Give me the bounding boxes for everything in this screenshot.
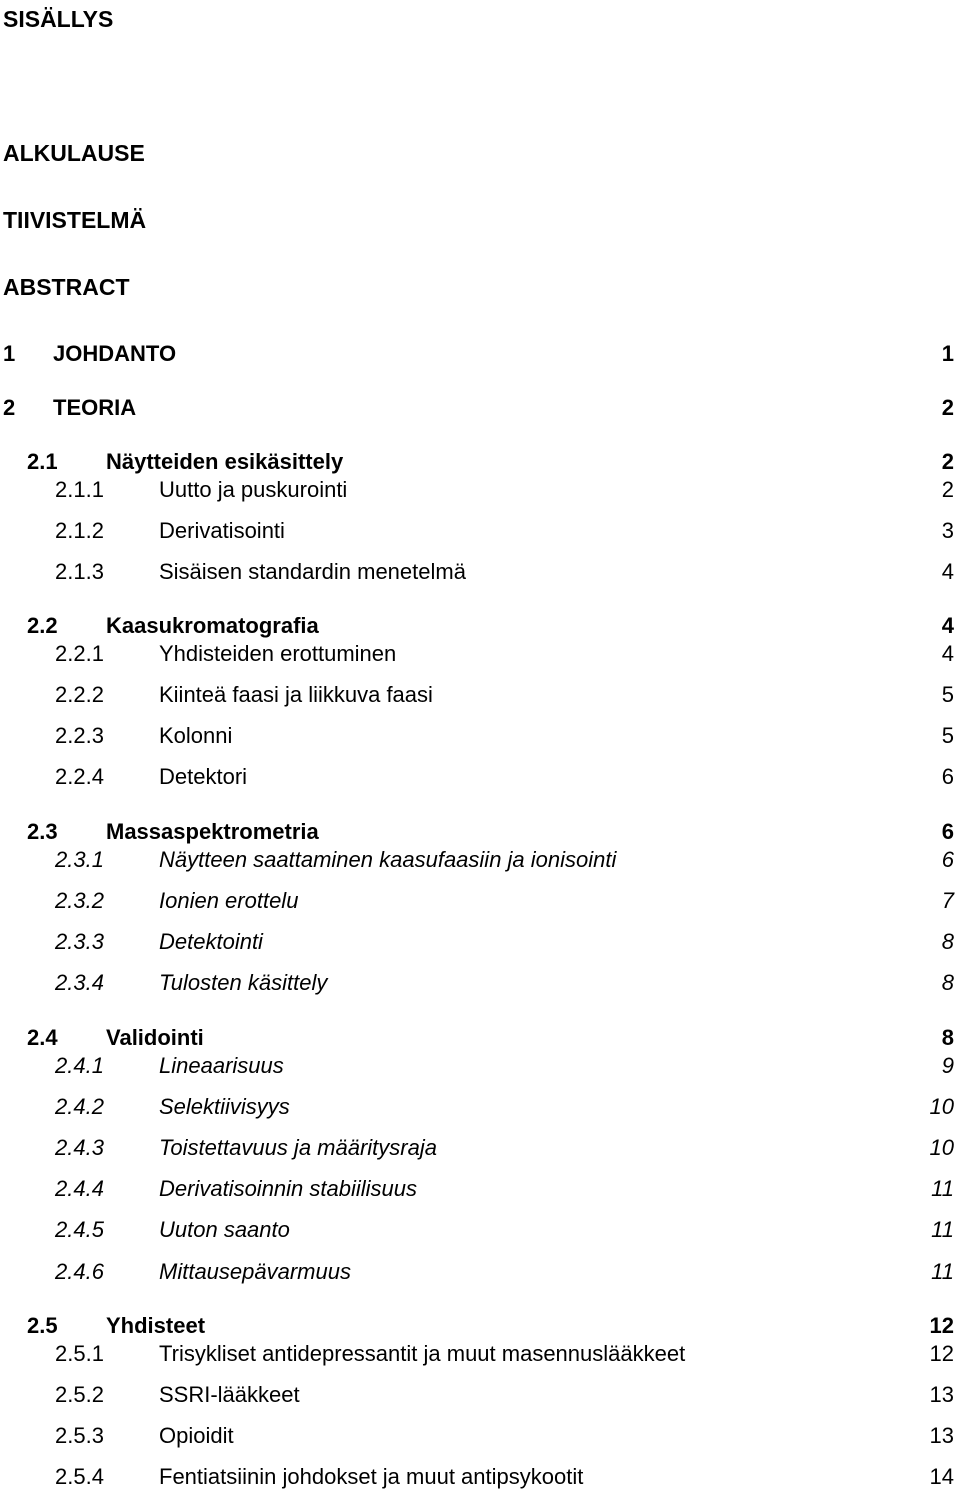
entry-title: Tulosten käsittely [159, 970, 328, 995]
toc-entry[interactable] [0, 931, 960, 957]
entry-title: Massaspektrometria [106, 819, 319, 844]
toc-entry[interactable] [0, 451, 960, 477]
entry-number: 2.3.4 [55, 970, 104, 995]
entry-title: TEORIA [53, 395, 137, 420]
entry-number: 2.2.3 [55, 723, 104, 748]
entry-page: 7 [941, 888, 954, 913]
toc-entry[interactable] [0, 766, 960, 792]
front-matter-item[interactable]: ALKULAUSE [3, 140, 145, 166]
toc-entry[interactable] [0, 725, 960, 751]
entry-page: 6 [941, 847, 954, 872]
entry-number: 2.3.2 [55, 888, 104, 913]
toc-entry[interactable] [0, 561, 960, 587]
entry-page: 11 [931, 1259, 954, 1284]
entry-number: 2.1.1 [55, 477, 104, 502]
entry-page: 12 [929, 1341, 954, 1366]
toc-entry[interactable] [0, 397, 960, 423]
entry-number: 2.4.5 [55, 1217, 104, 1242]
entry-page: 9 [941, 1053, 954, 1078]
entry-number: 2.4.6 [55, 1259, 104, 1284]
entry-number: 2.3.1 [55, 847, 104, 872]
toc-entry[interactable] [0, 890, 960, 916]
entry-title: Validointi [106, 1025, 204, 1050]
entry-page: 13 [929, 1423, 954, 1448]
entry-title: Näytteen saattaminen kaasufaasiin ja ionisointi [159, 847, 617, 872]
entry-title: Lineaarisuus [159, 1053, 284, 1078]
toc-entry[interactable] [0, 1178, 960, 1204]
entry-title: Opioidit [159, 1423, 234, 1448]
entry-title: Trisykliset antidepressantit ja muut masennuslääkkeet [159, 1341, 686, 1366]
entry-title: Fentiatsiinin johdokset ja muut antipsykootit [159, 1464, 584, 1489]
toc-entry[interactable] [0, 520, 960, 546]
entry-page: 2 [941, 477, 954, 502]
entry-title: Kiinteä faasi ja liikkuva faasi [159, 682, 433, 707]
front-matter-item[interactable]: ABSTRACT [3, 274, 130, 300]
entry-title: Kolonni [159, 723, 233, 748]
entry-title: Toistettavuus ja määritysraja [159, 1135, 437, 1160]
entry-number: 2.2.4 [55, 764, 104, 789]
entry-title: Uuton saanto [159, 1217, 290, 1242]
entry-page: 3 [941, 518, 954, 543]
entry-page: 6 [941, 819, 954, 844]
toc-entry[interactable] [0, 1315, 960, 1341]
entry-number: 2.4.1 [55, 1053, 104, 1078]
toc-title: SISÄLLYS [3, 6, 114, 32]
entry-number: 2.5.4 [55, 1464, 104, 1489]
entry-page: 4 [941, 559, 954, 584]
toc-entry[interactable] [0, 479, 960, 505]
entry-page: 13 [929, 1382, 954, 1407]
entry-number: 2.1.2 [55, 518, 104, 543]
entry-page: 4 [941, 613, 954, 638]
entry-page: 5 [941, 682, 954, 707]
entry-title: Yhdisteiden erottuminen [159, 641, 397, 666]
entry-number: 2.2 [27, 613, 58, 638]
entry-title: Derivatisoinnin stabiilisuus [159, 1176, 418, 1201]
toc-entry[interactable] [0, 1466, 960, 1492]
entry-title: Detektointi [159, 929, 263, 954]
entry-number: 2.5 [27, 1313, 58, 1338]
toc-entry[interactable] [0, 821, 960, 847]
entry-page: 8 [941, 970, 954, 995]
toc-entry[interactable] [0, 1055, 960, 1081]
toc-entry[interactable] [0, 1425, 960, 1451]
entry-title: Selektiivisyys [159, 1094, 290, 1119]
toc-entry[interactable] [0, 1219, 960, 1245]
toc-entry[interactable] [0, 615, 960, 641]
toc-entry[interactable] [0, 1343, 960, 1369]
toc-entry[interactable] [0, 972, 960, 998]
entry-page: 6 [941, 764, 954, 789]
toc-entry[interactable] [0, 684, 960, 710]
toc-entry[interactable] [0, 1096, 960, 1122]
entry-page: 11 [931, 1176, 954, 1201]
entry-page: 12 [929, 1313, 954, 1338]
entry-number: 2.5.2 [55, 1382, 104, 1407]
entry-title: Sisäisen standardin menetelmä [159, 559, 466, 584]
entry-page: 1 [941, 341, 954, 366]
entry-number: 2.4.4 [55, 1176, 104, 1201]
entry-page: 10 [929, 1094, 954, 1119]
toc-entry[interactable] [0, 343, 960, 369]
toc-entry[interactable] [0, 849, 960, 875]
entry-title: SSRI-lääkkeet [159, 1382, 300, 1407]
entry-number: 2.5.1 [55, 1341, 104, 1366]
entry-number: 2.2.2 [55, 682, 104, 707]
toc-entry[interactable] [0, 1027, 960, 1053]
entry-title: Derivatisointi [159, 518, 285, 543]
toc-entry[interactable] [0, 1384, 960, 1410]
entry-page: 14 [929, 1464, 954, 1489]
entry-page: 8 [941, 929, 954, 954]
entry-title: Mittausepävarmuus [159, 1259, 351, 1284]
entry-title: Näytteiden esikäsittely [106, 449, 344, 474]
entry-page: 2 [941, 395, 954, 420]
entry-page: 10 [929, 1135, 954, 1160]
entry-page: 2 [941, 449, 954, 474]
front-matter-item[interactable]: TIIVISTELMÄ [3, 207, 147, 233]
toc-entry[interactable] [0, 1261, 960, 1287]
entry-number: 2.4.2 [55, 1094, 104, 1119]
entry-number: 2 [3, 395, 16, 420]
entry-page: 4 [941, 641, 954, 666]
entry-title: JOHDANTO [53, 341, 177, 366]
entry-number: 2.1 [27, 449, 58, 474]
entry-number: 1 [3, 341, 16, 366]
toc-entry[interactable] [0, 643, 960, 669]
entry-number: 2.3 [27, 819, 58, 844]
entry-number: 2.1.3 [55, 559, 104, 584]
entry-title: Ionien erottelu [159, 888, 299, 913]
entry-number: 2.5.3 [55, 1423, 104, 1448]
entry-title: Kaasukromatografia [106, 613, 319, 638]
entry-page: 8 [941, 1025, 954, 1050]
entry-page: 11 [931, 1217, 954, 1242]
entry-number: 2.2.1 [55, 641, 104, 666]
entry-number: 2.4.3 [55, 1135, 104, 1160]
entry-number: 2.3.3 [55, 929, 104, 954]
entry-title: Detektori [159, 764, 248, 789]
entry-page: 5 [941, 723, 954, 748]
toc-entry[interactable] [0, 1137, 960, 1163]
entry-title: Yhdisteet [106, 1313, 206, 1338]
entry-number: 2.4 [27, 1025, 58, 1050]
entry-title: Uutto ja puskurointi [159, 477, 348, 502]
